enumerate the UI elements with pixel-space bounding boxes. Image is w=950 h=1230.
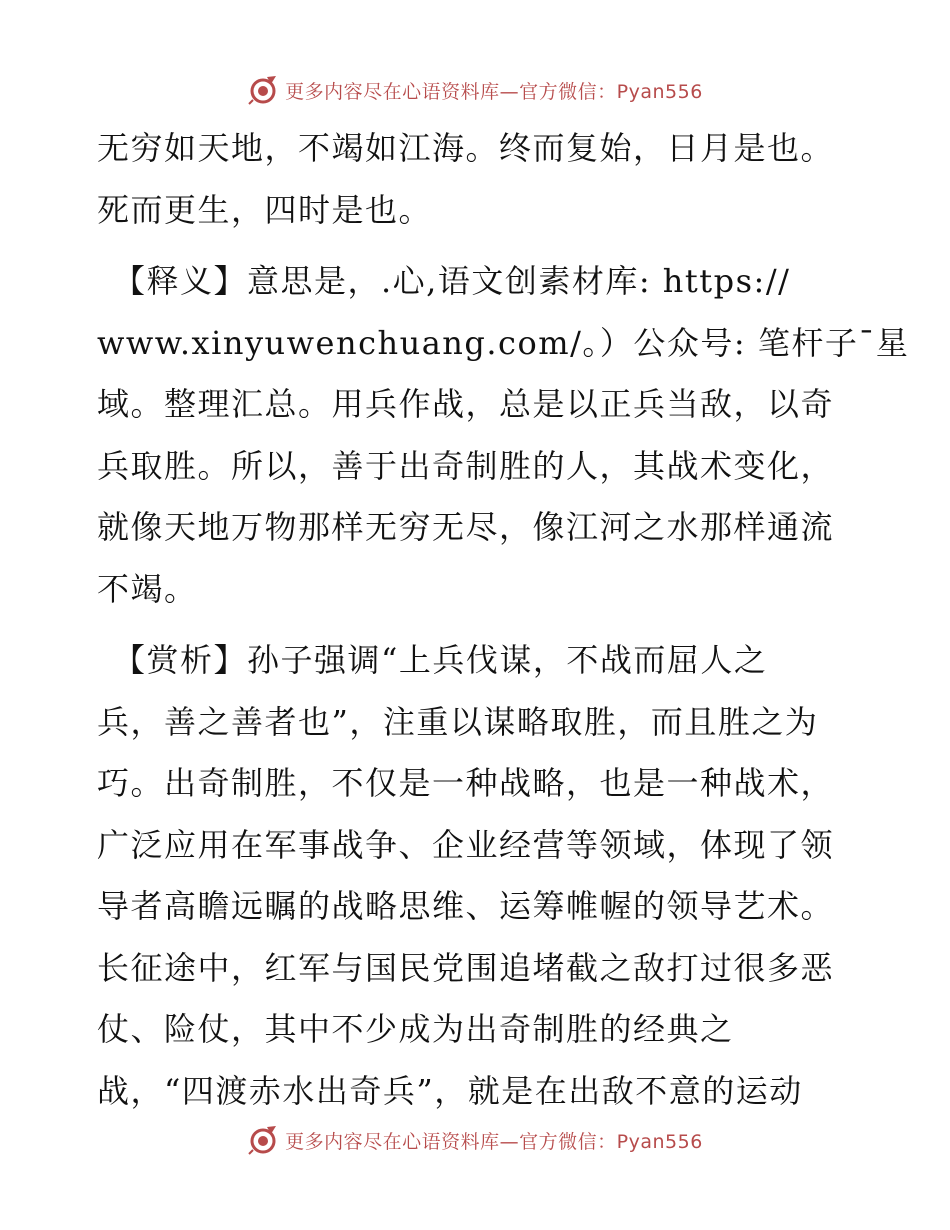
text-line: 仗、险仗，其中不少成为出奇制胜的经典之	[97, 1010, 734, 1048]
brush-logo-icon	[247, 1124, 279, 1156]
text-line: 死而更生，四时是也。	[97, 190, 433, 229]
text-line: 域。整理汇总。用兵作战，总是以正兵当敌，以奇	[97, 385, 835, 423]
text-line: 长征途中，红军与国民党围追堵截之敌打过很多恶	[97, 948, 835, 987]
text-line: 不竭。	[97, 569, 198, 608]
footer-watermark	[0, 1120, 950, 1160]
text-line: 战，“四渡赤水出奇兵”，就是在出敌不意的运动	[97, 1071, 803, 1110]
document-body	[97, 118, 910, 1122]
header-watermark	[0, 70, 950, 110]
brush-logo-icon	[247, 74, 279, 106]
paragraph-interpretation	[97, 251, 910, 620]
text-line: 【释义】意思是，.心,语文创素材库: https://	[113, 262, 791, 300]
text-line: 无穷如天地，不竭如江海。终而复始，日月是也。	[97, 129, 835, 167]
text-line: 导者高瞻远瞩的战略思维、运筹帷幄的领导艺术。	[97, 887, 835, 925]
text-line: 兵，善之善者也”，注重以谋略取胜，而且胜之为	[97, 702, 819, 741]
watermark-text: 更多内容尽在心语资料库—官方微信：Pyan556	[285, 80, 703, 103]
watermark-text: 更多内容尽在心语资料库—官方微信：Pyan556	[285, 1130, 703, 1153]
text-line: www.xinyuwenchuang.com/。）公众号: 笔杆子¯星	[97, 323, 910, 362]
text-line: 【赏析】孙子强调“上兵伐谋，不战而屈人之	[113, 641, 768, 679]
text-line: 兵取胜。所以，善于出奇制胜的人，其战术变化，	[97, 446, 835, 485]
text-line: 巧。出奇制胜，不仅是一种战略，也是一种战术，	[97, 764, 835, 802]
text-line: 广泛应用在军事战争、企业经营等领域，体现了领	[97, 825, 835, 864]
paragraph-original-text	[97, 118, 857, 241]
paragraph-appreciation	[97, 630, 857, 1122]
text-line: 就像天地万物那样无穷无尽，像江河之水那样通流	[97, 508, 835, 546]
